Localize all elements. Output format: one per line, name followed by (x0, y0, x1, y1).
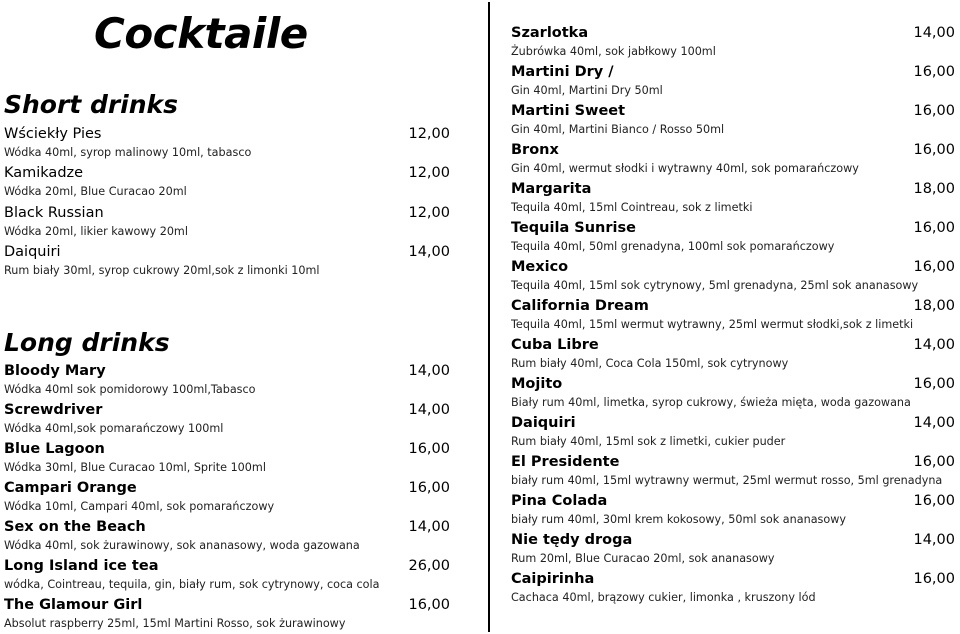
item-description: Gin 40ml, Martini Dry 50ml (511, 84, 663, 97)
item-price: 18,00 (913, 298, 955, 314)
item-description: Wódka 10ml, Campari 40ml, sok pomarańczowy (4, 500, 275, 513)
item-description: wódka, Cointreau, tequila, gin, biały rum, sok cytrynowy, coca cola (4, 578, 380, 591)
menu-item (511, 453, 955, 490)
column-divider (488, 2, 490, 632)
menu-item (511, 414, 955, 451)
menu-item (4, 440, 450, 477)
item-name: Martini Sweet (511, 103, 626, 119)
menu-item (4, 401, 450, 438)
item-price: 16,00 (913, 454, 955, 470)
item-description: biały rum 40ml, 30ml krem kokosowy, 50ml sok ananasowy (511, 513, 846, 526)
item-price: 14,00 (408, 402, 450, 418)
menu-item (511, 336, 955, 373)
item-description: Tequila 40ml, 15ml wermut wytrawny, 25ml wermut słodki,sok z limetki (511, 318, 914, 331)
item-name: California Dream (511, 298, 649, 314)
item-name: Blue Lagoon (4, 441, 105, 457)
item-description: Rum biały 40ml, 15ml sok z limetki, cukier puder (511, 435, 786, 448)
item-description: Gin 40ml, wermut słodki i wytrawny 40ml, sok pomarańczowy (511, 162, 859, 175)
item-name: Caipirinha (511, 571, 595, 587)
item-name: Tequila Sunrise (511, 220, 636, 236)
item-name: The Glamour Girl (4, 597, 143, 613)
item-name: Nie tędy droga (511, 532, 633, 548)
section-heading-long-drinks: Long drinks (4, 328, 170, 357)
item-description: Biały rum 40ml, limetka, syrop cukrowy, świeża mięta, woda gazowana (511, 396, 911, 409)
menu-item (4, 518, 450, 555)
item-name: Mexico (511, 259, 569, 275)
menu-item (4, 243, 450, 280)
menu-item (4, 479, 450, 516)
item-description: Tequila 40ml, 15ml sok cytrynowy, 5ml grenadyna, 25ml sok ananasowy (511, 279, 919, 292)
item-description: biały rum 40ml, 15ml wytrawny wermut, 25ml wermut rosso, 5ml grenadyna (511, 474, 943, 487)
item-price: 12,00 (408, 126, 450, 142)
item-description: Wódka 40ml, syrop malinowy 10ml, tabasco (4, 146, 252, 159)
item-price: 16,00 (408, 597, 450, 613)
item-price: 16,00 (913, 571, 955, 587)
item-description: Wódka 40ml,sok pomarańczowy 100ml (4, 422, 224, 435)
item-price: 14,00 (913, 337, 955, 353)
item-price: 16,00 (913, 493, 955, 509)
menu-item (511, 102, 955, 139)
item-price: 14,00 (913, 532, 955, 548)
item-name: Pina Colada (511, 493, 608, 509)
item-name: Daiquiri (4, 244, 61, 260)
item-name: Bloody Mary (4, 363, 106, 379)
item-name: El Presidente (511, 454, 620, 470)
item-price: 14,00 (408, 363, 450, 379)
item-name: Margarita (511, 181, 592, 197)
item-price: 16,00 (408, 441, 450, 457)
menu-item (4, 557, 450, 594)
menu-item (511, 531, 955, 568)
menu-item (511, 219, 955, 256)
menu-item (511, 24, 955, 61)
item-price: 14,00 (913, 25, 955, 41)
item-price: 12,00 (408, 205, 450, 221)
menu-item (511, 570, 955, 607)
item-description: Tequila 40ml, 15ml Cointreau, sok z limetki (511, 201, 753, 214)
item-name: Martini Dry / (511, 64, 614, 80)
menu-item (511, 258, 955, 295)
menu-item (4, 362, 450, 399)
menu-item (511, 141, 955, 178)
item-price: 14,00 (408, 519, 450, 535)
item-price: 16,00 (913, 376, 955, 392)
menu-item (511, 492, 955, 529)
item-name: Campari Orange (4, 480, 137, 496)
item-description: Absolut raspberry 25ml, 15ml Martini Rosso, sok żurawinowy (4, 617, 346, 630)
menu-item (4, 596, 450, 633)
menu-item (511, 375, 955, 412)
page-title: Cocktaile (94, 9, 308, 58)
item-description: Wódka 40ml sok pomidorowy 100ml,Tabasco (4, 383, 256, 396)
item-description: Wódka 30ml, Blue Curacao 10ml, Sprite 100ml (4, 461, 266, 474)
item-price: 18,00 (913, 181, 955, 197)
menu-item (4, 164, 450, 201)
item-name: Long Island ice tea (4, 558, 159, 574)
section-heading-short-drinks: Short drinks (4, 90, 179, 119)
item-price: 12,00 (408, 165, 450, 181)
item-name: Wściekły Pies (4, 126, 102, 142)
item-name: Screwdriver (4, 402, 103, 418)
item-price: 14,00 (913, 415, 955, 431)
item-price: 16,00 (913, 64, 955, 80)
menu-item (511, 297, 955, 334)
item-name: Black Russian (4, 205, 104, 221)
item-price: 14,00 (408, 244, 450, 260)
item-description: Rum biały 40ml, Coca Cola 150ml, sok cytrynowy (511, 357, 789, 370)
item-description: Tequila 40ml, 50ml grenadyna, 100ml sok pomarańczowy (511, 240, 835, 253)
item-description: Rum biały 30ml, syrop cukrowy 20ml,sok z limonki 10ml (4, 264, 320, 277)
right-column (493, 0, 960, 634)
item-name: Sex on the Beach (4, 519, 146, 535)
item-name: Bronx (511, 142, 559, 158)
item-price: 16,00 (408, 480, 450, 496)
menu-item (4, 204, 450, 241)
item-price: 16,00 (913, 103, 955, 119)
item-name: Daiquiri (511, 415, 576, 431)
item-description: Gin 40ml, Martini Bianco / Rosso 50ml (511, 123, 725, 136)
item-name: Szarlotka (511, 25, 589, 41)
item-price: 16,00 (913, 259, 955, 275)
menu-item (511, 63, 955, 100)
item-name: Mojito (511, 376, 563, 392)
item-price: 16,00 (913, 142, 955, 158)
item-description: Wódka 20ml, Blue Curacao 20ml (4, 185, 187, 198)
item-description: Cachaca 40ml, brązowy cukier, limonka , kruszony lód (511, 591, 816, 604)
item-description: Wódka 20ml, likier kawowy 20ml (4, 225, 188, 238)
item-price: 16,00 (913, 220, 955, 236)
item-name: Cuba Libre (511, 337, 599, 353)
item-description: Wódka 40ml, sok żurawinowy, sok ananasowy, woda gazowana (4, 539, 360, 552)
item-name: Kamikadze (4, 165, 84, 181)
menu-item (511, 180, 955, 217)
item-price: 26,00 (408, 558, 450, 574)
item-description: Żubrówka 40ml, sok jabłkowy 100ml (511, 45, 716, 58)
item-description: Rum 20ml, Blue Curacao 20ml, sok ananasowy (511, 552, 775, 565)
menu-item (4, 125, 450, 162)
